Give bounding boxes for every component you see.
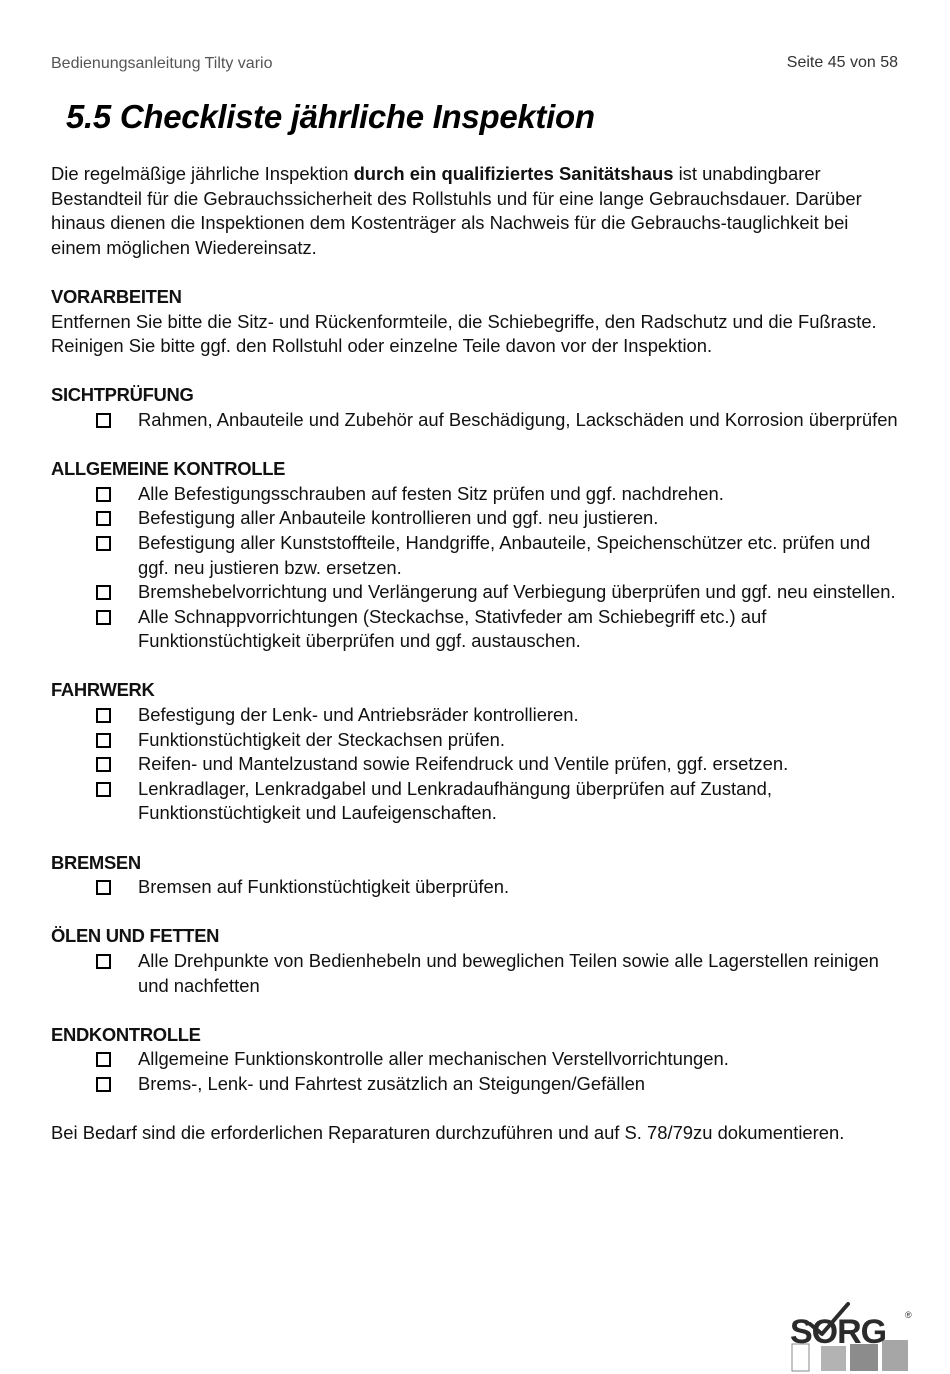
closing-paragraph: Bei Bedarf sind die erforderlichen Reparaturen durchzuführen und auf S. 78/79zu dokumentieren. xyxy=(51,1122,845,1144)
checkbox-icon[interactable] xyxy=(96,782,111,797)
checklist-item xyxy=(51,728,901,753)
section-heading: BREMSEN xyxy=(51,851,141,873)
intro-text-start: Die regelmäßige jährliche Inspektion xyxy=(51,163,354,184)
checklist xyxy=(51,703,901,826)
checklist-item-text: Bremshebelvorrichtung und Verlängerung auf Verbiegung überprüfen und ggf. neu einstellen. xyxy=(138,581,896,603)
checkbox-icon[interactable] xyxy=(96,733,111,748)
section-heading: ALLGEMEINE KONTROLLE xyxy=(51,458,286,480)
section-heading: ENDKONTROLLE xyxy=(51,1023,201,1045)
checklist-item-text: Befestigung aller Anbauteile kontrollieren und ggf. neu justieren. xyxy=(138,507,659,529)
checklist-item xyxy=(51,875,901,900)
checklist-item xyxy=(51,482,901,507)
checkbox-icon[interactable] xyxy=(96,880,111,895)
registered-mark: ® xyxy=(905,1310,912,1320)
checkbox-icon[interactable] xyxy=(96,1077,111,1092)
checklist-item xyxy=(51,752,901,777)
checkbox-icon[interactable] xyxy=(96,413,111,428)
checklist xyxy=(51,1047,901,1096)
checklist xyxy=(51,875,901,900)
section-heading: SICHTPRÜFUNG xyxy=(51,384,194,406)
logo-wordmark: SORG xyxy=(790,1313,887,1351)
checklist-item-text: Bremsen auf Funktionstüchtigkeit überprüfen. xyxy=(138,876,510,898)
checklist-item xyxy=(51,1047,901,1072)
checklist-item-text: Reifen- und Mantelzustand sowie Reifendruck und Ventile prüfen, ggf. ersetzen. xyxy=(138,753,789,775)
checklist-item xyxy=(51,1072,901,1097)
intro-paragraph xyxy=(51,162,901,260)
section-heading: ÖLEN UND FETTEN xyxy=(51,925,220,947)
checklist-sections xyxy=(51,359,901,1097)
checklist-item-text: Rahmen, Anbauteile und Zubehör auf Beschädigung, Lackschäden und Korrosion überprüfen xyxy=(138,408,898,430)
checkbox-icon[interactable] xyxy=(96,487,111,502)
checklist-item xyxy=(51,605,901,654)
sorg-logo xyxy=(788,1300,916,1374)
checklist-item-text: Lenkradlager, Lenkradgabel und Lenkradaufhängung überprüfen auf Zustand, Funktionstüchtigkeit und Laufeigenschaften. xyxy=(138,777,772,824)
checkbox-icon[interactable] xyxy=(96,536,111,551)
checklist-item-text: Alle Befestigungsschrauben auf festen Sitz prüfen und ggf. nachdrehen. xyxy=(138,482,724,504)
vorarbeiten-text: Entfernen Sie bitte die Sitz- und Rückenformteile, die Schiebegriffe, den Radschutz und die Fußraste. Reinigen Sie bitte ggf. den Rollstuhl oder einzelne Teile davon vor der Inspektion. xyxy=(51,310,877,357)
checklist-item xyxy=(51,531,901,580)
header-document-title: Bedienungsanleitung Tilty vario xyxy=(51,55,273,72)
checklist-item xyxy=(51,703,901,728)
intro-text-end: ist unabdingbarer Bestandteil für die Gebrauchssicherheit des Rollstuhls und für eine lange Gebrauchsdauer. Darüber hinaus dienen die Inspektionen dem Kostenträger als Nachweis für die Gebrauchs-tauglichkeit bei einem möglichen Wiedereinsatz. xyxy=(51,163,862,258)
intro-bold-text: durch ein qualifiziertes Sanitätshaus xyxy=(353,163,674,184)
checklist-item xyxy=(51,408,901,433)
section-heading: FAHRWERK xyxy=(51,679,155,701)
checklist-item-text: Brems-, Lenk- und Fahrtest zusätzlich an Steigungen/Gefällen xyxy=(138,1072,646,1094)
checklist-item-text: Befestigung aller Kunststoffteile, Handgriffe, Anbauteile, Speichenschützer etc. prüfen und ggf. neu justieren bzw. ersetzen. xyxy=(138,531,871,578)
header-page-number: Seite 45 von 58 xyxy=(786,54,898,71)
checklist xyxy=(51,949,901,998)
document-body xyxy=(51,162,901,1146)
checklist-item-text: Befestigung der Lenk- und Antriebsräder kontrollieren. xyxy=(138,704,579,726)
checkbox-icon[interactable] xyxy=(96,585,111,600)
checklist-item-text: Alle Drehpunkte von Bedienhebeln und beweglichen Teilen sowie alle Lagerstellen reinigen und nachfetten xyxy=(138,950,879,996)
checkbox-icon[interactable] xyxy=(96,610,111,625)
checkbox-icon[interactable] xyxy=(96,954,111,969)
checkbox-icon[interactable] xyxy=(96,757,111,772)
checklist xyxy=(51,482,901,654)
checkbox-icon[interactable] xyxy=(96,511,111,526)
checkbox-icon[interactable] xyxy=(96,708,111,723)
checklist-item-text: Funktionstüchtigkeit der Steckachsen prüfen. xyxy=(138,728,505,750)
checkbox-icon[interactable] xyxy=(96,1052,111,1067)
checklist-item-text: Alle Schnappvorrichtungen (Steckachse, Stativfeder am Schiebegriff etc.) auf Funktionstüchtigkeit überprüfen und ggf. austauschen. xyxy=(138,605,767,652)
checklist-item-text: Allgemeine Funktionskontrolle aller mechanischen Verstellvorrichtungen. xyxy=(138,1048,729,1070)
checklist-item xyxy=(51,777,901,826)
page-title: 5.5 Checkliste jährliche Inspektion xyxy=(66,98,595,135)
checklist xyxy=(51,408,901,433)
vorarbeiten-heading: VORARBEITEN xyxy=(51,285,182,307)
checklist-item xyxy=(51,949,901,998)
checklist-item xyxy=(51,580,901,605)
checklist-item xyxy=(51,506,901,531)
